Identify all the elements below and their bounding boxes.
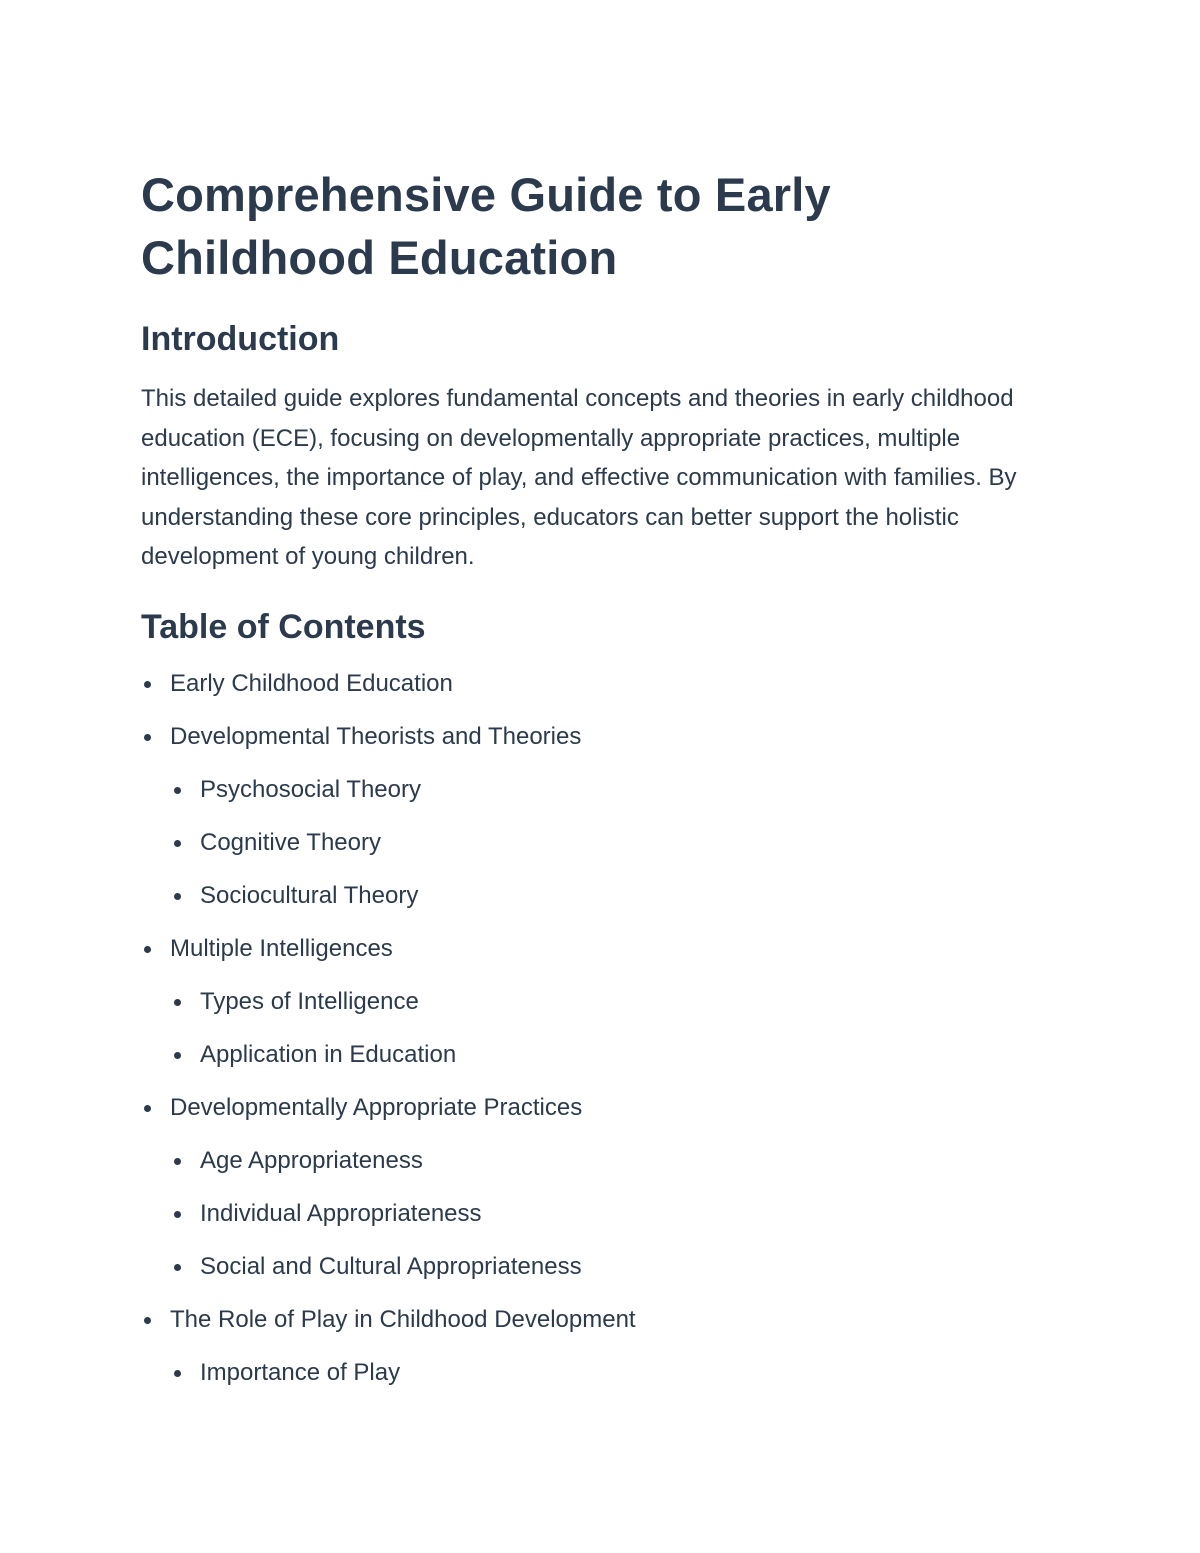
introduction-heading: Introduction — [141, 320, 340, 358]
toc-subitem — [141, 1040, 1061, 1070]
toc-item-label: Early Childhood Education — [170, 669, 453, 697]
toc-subitem — [141, 775, 1061, 805]
toc-subitem — [141, 987, 1061, 1017]
introduction-paragraph: This detailed guide explores fundamental concepts and theories in early childhood education (ECE), focusing on developmentally appropriate practices, multiple intelligences, the importance of play, and effective communication with families. By understanding these core principles, educators can better support the holistic development of young children. — [141, 385, 1017, 571]
toc-subitem — [141, 881, 1061, 911]
toc-item — [141, 722, 1061, 752]
bullet-icon — [174, 1211, 181, 1218]
bullet-icon — [174, 1158, 181, 1165]
bullet-icon — [174, 999, 181, 1006]
toc-item-label: Age Appropriateness — [200, 1146, 423, 1174]
bullet-icon — [174, 1264, 181, 1271]
toc-item — [141, 1093, 1061, 1123]
table-of-contents-heading: Table of Contents — [141, 607, 426, 646]
bullet-icon — [174, 840, 181, 847]
toc-item-label: Developmental Theorists and Theories — [170, 722, 582, 750]
toc-subitem — [141, 1199, 1061, 1229]
toc-item-label: Social and Cultural Appropriateness — [200, 1252, 582, 1280]
toc-item-label: Cognitive Theory — [200, 828, 381, 856]
toc-subitem — [141, 1252, 1061, 1282]
bullet-icon — [144, 681, 151, 688]
toc-item-label: Sociocultural Theory — [200, 881, 419, 909]
bullet-icon — [174, 1052, 181, 1059]
toc-item-label: Individual Appropriateness — [200, 1199, 482, 1227]
toc-item-label: Developmentally Appropriate Practices — [170, 1093, 583, 1121]
toc-item-label: Psychosocial Theory — [200, 775, 421, 803]
toc-item-label: Multiple Intelligences — [170, 934, 393, 962]
document-page — [141, 163, 1061, 1411]
bullet-icon — [174, 1370, 181, 1377]
toc-item — [141, 669, 1061, 699]
toc-item — [141, 934, 1061, 964]
page-title — [141, 163, 1061, 289]
bullet-icon — [174, 893, 181, 900]
toc-subitem — [141, 1358, 1061, 1388]
bullet-icon — [144, 1105, 151, 1112]
page-title-line-2: Childhood Education — [141, 231, 618, 284]
toc-subitem — [141, 828, 1061, 858]
toc-item — [141, 1305, 1061, 1335]
toc-item-label: Types of Intelligence — [200, 987, 419, 1015]
table-of-contents-list — [141, 669, 1061, 1388]
bullet-icon — [174, 787, 181, 794]
toc-subitem — [141, 1146, 1061, 1176]
toc-item-label: Importance of Play — [200, 1358, 401, 1386]
toc-item-label: The Role of Play in Childhood Development — [170, 1305, 636, 1333]
page-title-line-1: Comprehensive Guide to Early — [141, 168, 831, 221]
bullet-icon — [144, 1317, 151, 1324]
bullet-icon — [144, 946, 151, 953]
bullet-icon — [144, 734, 151, 741]
toc-item-label: Application in Education — [200, 1040, 457, 1068]
